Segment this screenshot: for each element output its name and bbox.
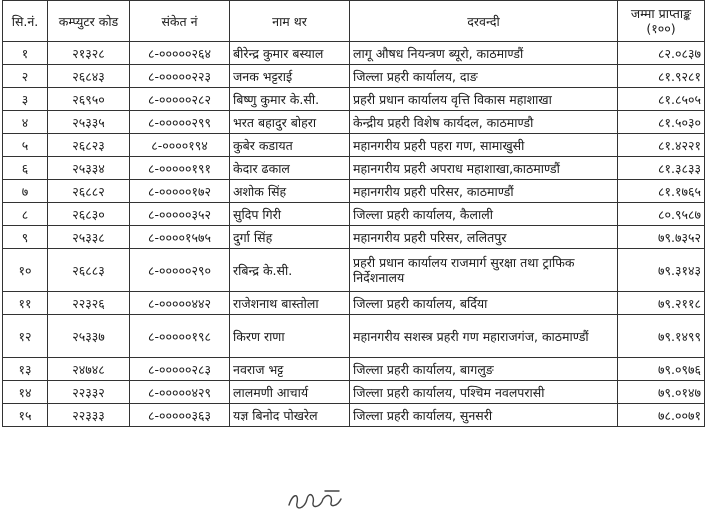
cell-serial: १५ (3, 404, 48, 427)
cell-total-score: ७९.३१४३ (618, 249, 705, 292)
cell-post: प्रहरी प्रधान कार्यालय वृत्ति विकास महाशाखा (350, 88, 618, 111)
cell-serial: ११ (3, 292, 48, 315)
cell-symbol-number: ८-०००००४४२ (130, 292, 230, 315)
cell-post: महानगरीय प्रहरी परिसर, काठमाण्डौं (350, 180, 618, 203)
cell-name: भरत बहादुर बोहरा (230, 111, 350, 134)
cell-computer-code: २४७४८ (48, 358, 130, 381)
header-symbol-number: संकेत नं (130, 1, 230, 42)
table-body (3, 42, 705, 427)
cell-computer-code: २२३३२ (48, 381, 130, 404)
cell-computer-code: २६८३० (48, 203, 130, 226)
cell-serial: ९ (3, 226, 48, 249)
table-row (3, 88, 705, 111)
table-row (3, 157, 705, 180)
cell-post: महानगरीय सशस्त्र प्रहरी गण महाराजगंज, काठमाण्डौं (350, 315, 618, 358)
cell-post: जिल्ला प्रहरी कार्यालय, कैलाली (350, 203, 618, 226)
cell-symbol-number: ८-०००००१७२ (130, 180, 230, 203)
cell-computer-code: २२३२६ (48, 292, 130, 315)
cell-name: राजेशनाथ बास्तोला (230, 292, 350, 315)
table-row (3, 404, 705, 427)
cell-serial: ७ (3, 180, 48, 203)
cell-symbol-number: ८-०००००१९१ (130, 157, 230, 180)
cell-computer-code: २५३३५ (48, 111, 130, 134)
cell-total-score: ८२.०८३७ (618, 42, 705, 65)
cell-post: महानगरीय प्रहरी अपराध महाशाखा,काठमाण्डौं (350, 157, 618, 180)
cell-name: लालमणी आचार्य (230, 381, 350, 404)
cell-serial: १४ (3, 381, 48, 404)
header-name: नाम थर (230, 1, 350, 42)
result-sheet (2, 0, 704, 427)
signature-mark (285, 485, 355, 515)
cell-post: लागू औषध नियन्त्रण ब्यूरो, काठमाण्डौं (350, 42, 618, 65)
cell-post: जिल्ला प्रहरी कार्यालय, पश्चिम नवलपरासी (350, 381, 618, 404)
result-table (2, 0, 705, 427)
cell-symbol-number: ८-००००१९४ (130, 134, 230, 157)
cell-computer-code: २२३३३ (48, 404, 130, 427)
cell-total-score: ८०.९५८७ (618, 203, 705, 226)
table-row (3, 65, 705, 88)
cell-computer-code: २५३३४ (48, 157, 130, 180)
table-row (3, 315, 705, 358)
header-post: दरवन्दी (350, 1, 618, 42)
table-row (3, 42, 705, 65)
cell-post: जिल्ला प्रहरी कार्यालय, सुनसरी (350, 404, 618, 427)
cell-serial: ३ (3, 88, 48, 111)
cell-computer-code: २६८८२ (48, 180, 130, 203)
header-total-score: जम्मा प्राप्ताङ्क (१००) (618, 1, 705, 42)
cell-total-score: ७९.०९७६ (618, 358, 705, 381)
header-serial: सि.नं. (3, 1, 48, 42)
cell-serial: ६ (3, 157, 48, 180)
cell-computer-code: २६८४३ (48, 65, 130, 88)
cell-serial: १० (3, 249, 48, 292)
cell-name: कुबेर कडायत (230, 134, 350, 157)
table-row (3, 180, 705, 203)
table-row (3, 111, 705, 134)
cell-name: जनक भट्टराई (230, 65, 350, 88)
cell-total-score: ७९.२११८ (618, 292, 705, 315)
cell-serial: १ (3, 42, 48, 65)
cell-name: केदार ढकाल (230, 157, 350, 180)
table-row (3, 249, 705, 292)
cell-post: महानगरीय प्रहरी पहरा गण, सामाखुसी (350, 134, 618, 157)
table-row (3, 226, 705, 249)
cell-name: किरण राणा (230, 315, 350, 358)
table-row (3, 292, 705, 315)
cell-total-score: ८१.४२२१ (618, 134, 705, 157)
cell-total-score: ७९.७३५२ (618, 226, 705, 249)
header-computer-code: कम्प्युटर कोड (48, 1, 130, 42)
cell-serial: ४ (3, 111, 48, 134)
cell-computer-code: २६९५० (48, 88, 130, 111)
cell-symbol-number: ८-०००००३६३ (130, 404, 230, 427)
cell-post: महानगरीय प्रहरी परिसर, ललितपुर (350, 226, 618, 249)
cell-name: दुर्गा सिंह (230, 226, 350, 249)
cell-name: यज्ञ बिनोद पोखरेल (230, 404, 350, 427)
cell-symbol-number: ८-०००००२२३ (130, 65, 230, 88)
cell-post: केन्द्रीय प्रहरी विशेष कार्यदल, काठमाण्डौ (350, 111, 618, 134)
cell-total-score: ७९.०१४७ (618, 381, 705, 404)
cell-total-score: ८१.१७६५ (618, 180, 705, 203)
cell-symbol-number: ८-०००००२८२ (130, 88, 230, 111)
cell-symbol-number: ८-०००००४२९ (130, 381, 230, 404)
cell-computer-code: २५३३८ (48, 226, 130, 249)
cell-name: बिष्णु कुमार के.सी. (230, 88, 350, 111)
cell-name: बीरेन्द्र कुमार बस्याल (230, 42, 350, 65)
cell-post: जिल्ला प्रहरी कार्यालय, दाङ (350, 65, 618, 88)
cell-symbol-number: ८-००००१५७५ (130, 226, 230, 249)
table-row (3, 203, 705, 226)
cell-serial: ५ (3, 134, 48, 157)
cell-computer-code: २१३२८ (48, 42, 130, 65)
cell-computer-code: २५३३७ (48, 315, 130, 358)
cell-serial: ८ (3, 203, 48, 226)
cell-total-score: ८१.३८३३ (618, 157, 705, 180)
cell-symbol-number: ८-०००००१९८ (130, 315, 230, 358)
table-header-row (3, 1, 705, 42)
cell-name: नवराज भट्ट (230, 358, 350, 381)
cell-computer-code: २६८२३ (48, 134, 130, 157)
cell-symbol-number: ८-०००००३५२ (130, 203, 230, 226)
cell-post: जिल्ला प्रहरी कार्यालय, बागलुङ (350, 358, 618, 381)
cell-post: जिल्ला प्रहरी कार्यालय, बर्दिया (350, 292, 618, 315)
cell-symbol-number: ८-०००००२८३ (130, 358, 230, 381)
cell-computer-code: २६८८३ (48, 249, 130, 292)
cell-name: सुदिप गिरी (230, 203, 350, 226)
cell-total-score: ७९.१४९९ (618, 315, 705, 358)
cell-symbol-number: ८-०००००२६४ (130, 42, 230, 65)
cell-total-score: ७८.००७१ (618, 404, 705, 427)
cell-name: रबिन्द्र के.सी. (230, 249, 350, 292)
table-row (3, 381, 705, 404)
cell-serial: २ (3, 65, 48, 88)
cell-serial: १२ (3, 315, 48, 358)
cell-total-score: ८१.९२८१ (618, 65, 705, 88)
cell-symbol-number: ८-०००००२९० (130, 249, 230, 292)
table-row (3, 134, 705, 157)
cell-post: प्रहरी प्रधान कार्यालय राजमार्ग सुरक्षा तथा ट्राफिक निर्देशनालय (350, 249, 618, 292)
table-row (3, 358, 705, 381)
cell-symbol-number: ८-०००००२९९ (130, 111, 230, 134)
cell-serial: १३ (3, 358, 48, 381)
cell-name: अशोक सिंह (230, 180, 350, 203)
cell-total-score: ८१.८५०५ (618, 88, 705, 111)
cell-total-score: ८१.५०३० (618, 111, 705, 134)
